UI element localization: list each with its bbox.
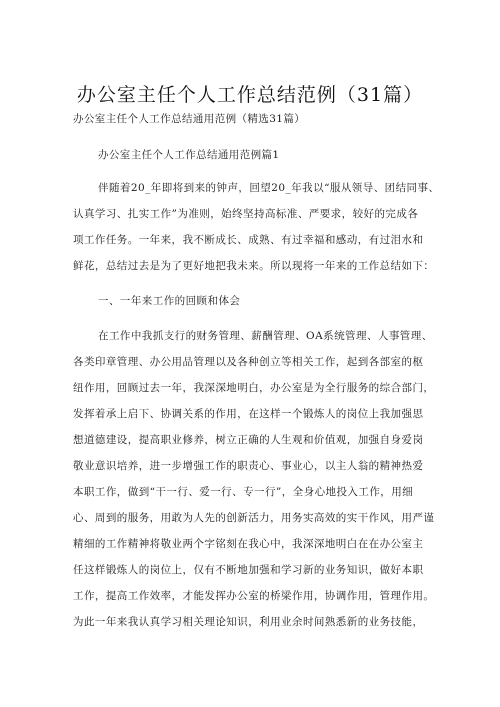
paragraph-2-line-9: 精细的工作精神将敬业两个字铭刻在我心中，我深深地明白在在办公室主 xyxy=(73,538,424,550)
paragraph-2-line-5: 想道德建设，提高职业修养，树立正确的人生观和价值观，加强自身爱岗 xyxy=(73,434,424,446)
paragraph-2-line-8: 心、周到的服务，用敢为人先的创新活力，用务实高效的实干作风，用严谨 xyxy=(73,512,435,524)
paragraph-2-line-12: 为此一年来我认真学习相关理论知识，利用业余时间熟悉新的业务技能， xyxy=(73,616,424,628)
paragraph-2-line-10: 任这样锻炼人的岗位上，仅有不断地加强和学习新的业务知识，做好本职 xyxy=(73,564,424,576)
paragraph-1-line-2: 认真学习、扎实工作”为准则，始终坚持高标准、严要求，较好的完成各 xyxy=(73,208,419,220)
paragraph-2-line-4: 发挥着承上启下、协调关系的作用，在这样一个锻炼人的岗位上我加强思 xyxy=(73,408,424,420)
paragraph-2-line-7: 本职工作，做到“干一行、爱一行、专一行”，全身心地投入工作，用细 xyxy=(73,486,414,498)
section-heading: 办公室主任个人工作总结通用范例篇1 xyxy=(98,149,280,161)
paragraph-2-line-6: 敬业意识培养，进一步增强工作的职责心、事业心，以主人翁的精神热爱 xyxy=(73,460,424,472)
paragraph-1-line-1: 伴随着20_年即将到来的钟声，回望20_年我以“服从领导、团结同事、 xyxy=(98,182,440,194)
document-title: 办公室主任个人工作总结范例（31篇） xyxy=(76,84,424,106)
paragraph-2-line-2: 各类印章管理、办公用品管理以及各种创立等相关工作，起到各部室的枢 xyxy=(73,356,424,368)
paragraph-1-line-3: 项工作任务。一年来，我不断成长、成熟、有过幸福和感动，有过泪水和 xyxy=(73,234,424,246)
paragraph-2-line-1: 在工作中我抓支行的财务管理、薪酬管理、OA系统管理、人事管理、 xyxy=(98,330,433,342)
paragraph-1-line-4: 鲜花，总结过去是为了更好地把我未来。所以现将一年来的工作总结如下： xyxy=(73,260,435,272)
document-subtitle: 办公室主任个人工作总结通用范例（精选31篇） xyxy=(73,113,306,125)
paragraph-2-line-3: 纽作用，回顾过去一年，我深深地明白，办公室是为全行服务的综合部门， xyxy=(73,382,435,394)
paragraph-2-line-11: 工作，提高工作效率，才能发挥办公室的桥梁作用，协调作用，管理作用。 xyxy=(73,590,435,602)
heading-1: 一、一年来工作的回顾和体会 xyxy=(98,295,241,307)
